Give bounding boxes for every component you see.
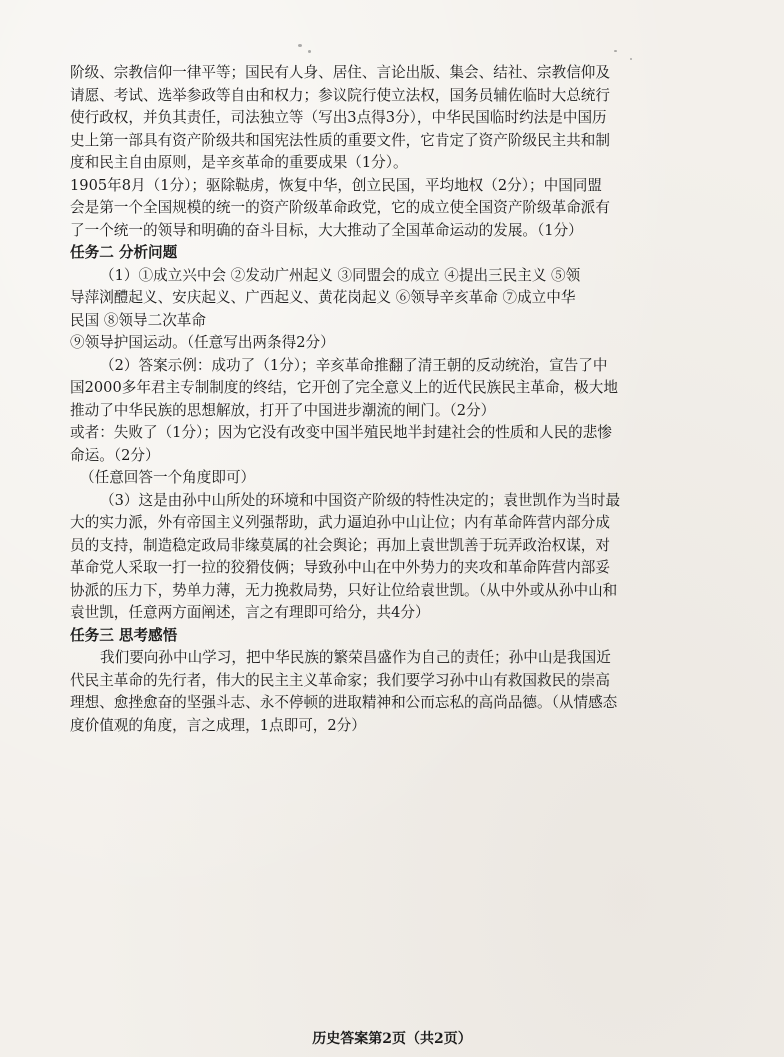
text-line: ⑨领导护国运动。（任意写出两条得2分） [70,334,335,351]
text-line: 代民主革命的先行者，伟大的民主主义革命家；我们要学习孙中山有救国救民的崇高 [70,671,610,689]
text-line: 理想、愈挫愈奋的坚强斗志、永不停顿的进取精神和公而忘私的高尚品德。（从情感态 [70,694,618,711]
text-line: 国2000多年君主专制制度的终结，它开创了完全意义上的近代民族民主革命，极大地 [70,379,618,396]
scan-speck [298,44,302,47]
text-line: 度价值观的角度，言之成理，1点即可，2分） [70,716,366,734]
task2-heading: 任务二 分析问题 [70,244,178,261]
scan-speck [308,50,311,53]
text-line: （3）这是由孙中山所处的环境和中国资产阶级的特性决定的；袁世凯作为当时最 [100,491,621,509]
text-line: 1905年8月（1分）；驱除鞑虏，恢复中华，创立民国，平均地权（2分）；中国同盟 [70,176,602,194]
text-line: 革命党人采取一打一拉的狡猾伎俩；导致孙中山在中外势力的夹攻和革命阵营内部妥 [70,559,610,576]
scan-speck [614,50,617,52]
text-line: 协派的压力下，势单力薄，无力挽救局势，只好让位给袁世凯。（从中外或从孙中山和 [70,581,618,599]
text-line: 了一个统一的领导和明确的奋斗目标，大大推动了全国革命运动的发展。（1分） [70,221,583,239]
text-line: 史上第一部具有资产阶级共和国宪法性质的重要文件，它肯定了资产阶级民主共和制 [70,131,610,149]
text-line: （任意回答一个角度即可） [80,469,256,486]
scan-speck [630,58,632,60]
text-line: 袁世凯，任意两方面阐述，言之有理即可给分，共4分） [70,604,430,621]
text-line: 阶级、宗教信仰一律平等；国民有人身、居住、言论出版、集会、结社、宗教信仰及 [70,64,610,81]
text-line: 推动了中华民族的思想解放，打开了中国进步潮流的闸门。（2分） [70,401,496,419]
text-line: 会是第一个全国规模的统一的资产阶级革命政党，它的成立使全国资产阶级革命派有 [70,199,610,216]
text-line: （1）①成立兴中会 ②发动广州起义 ③同盟会的成立 ④提出三民主义 ⑤领 [100,266,581,284]
text-line: 请愿、考试、选举参政等自由和权力；参议院行使立法权，国务员辅佐临时大总统行 [70,86,610,104]
text-line: 民国 ⑧领导二次革命 [70,311,206,329]
text-line: （2）答案示例：成功了（1分）；辛亥革命推翻了清王朝的反动统治，宣告了中 [100,356,608,374]
page-footer: 历史答案第2页（共2页） [312,1031,472,1047]
answer-content [70,62,708,737]
text-line: 度和民主自由原则，是辛亥革命的重要成果（1分）。 [70,154,408,171]
text-line: 导萍浏醴起义、安庆起义、广西起义、黄花岗起义 ⑥领导辛亥革命 ⑦成立中华 [70,289,576,306]
text-line: 或者：失败了（1分）；因为它没有改变中国半殖民地半封建社会的性质和人民的悲惨 [70,424,612,441]
text-line: 大的实力派，外有帝国主义列强帮助，武力逼迫孙中山让位；内有革命阵营内部分成 [70,514,610,531]
text-line: 使行政权，并负其责任，司法独立等（写出3点得3分），中华民国临时约法是中国历 [70,109,607,126]
text-line: 员的支持，制造稳定政局非缘莫属的社会舆论；再加上袁世凯善于玩弄政治权谋，对 [70,536,610,554]
task3-heading: 任务三 思考感悟 [70,626,178,644]
text-line: 我们要向孙中山学习，把中华民族的繁荣昌盛作为自己的责任；孙中山是我国近 [100,649,611,666]
text-line: 命运。（2分） [70,446,160,464]
